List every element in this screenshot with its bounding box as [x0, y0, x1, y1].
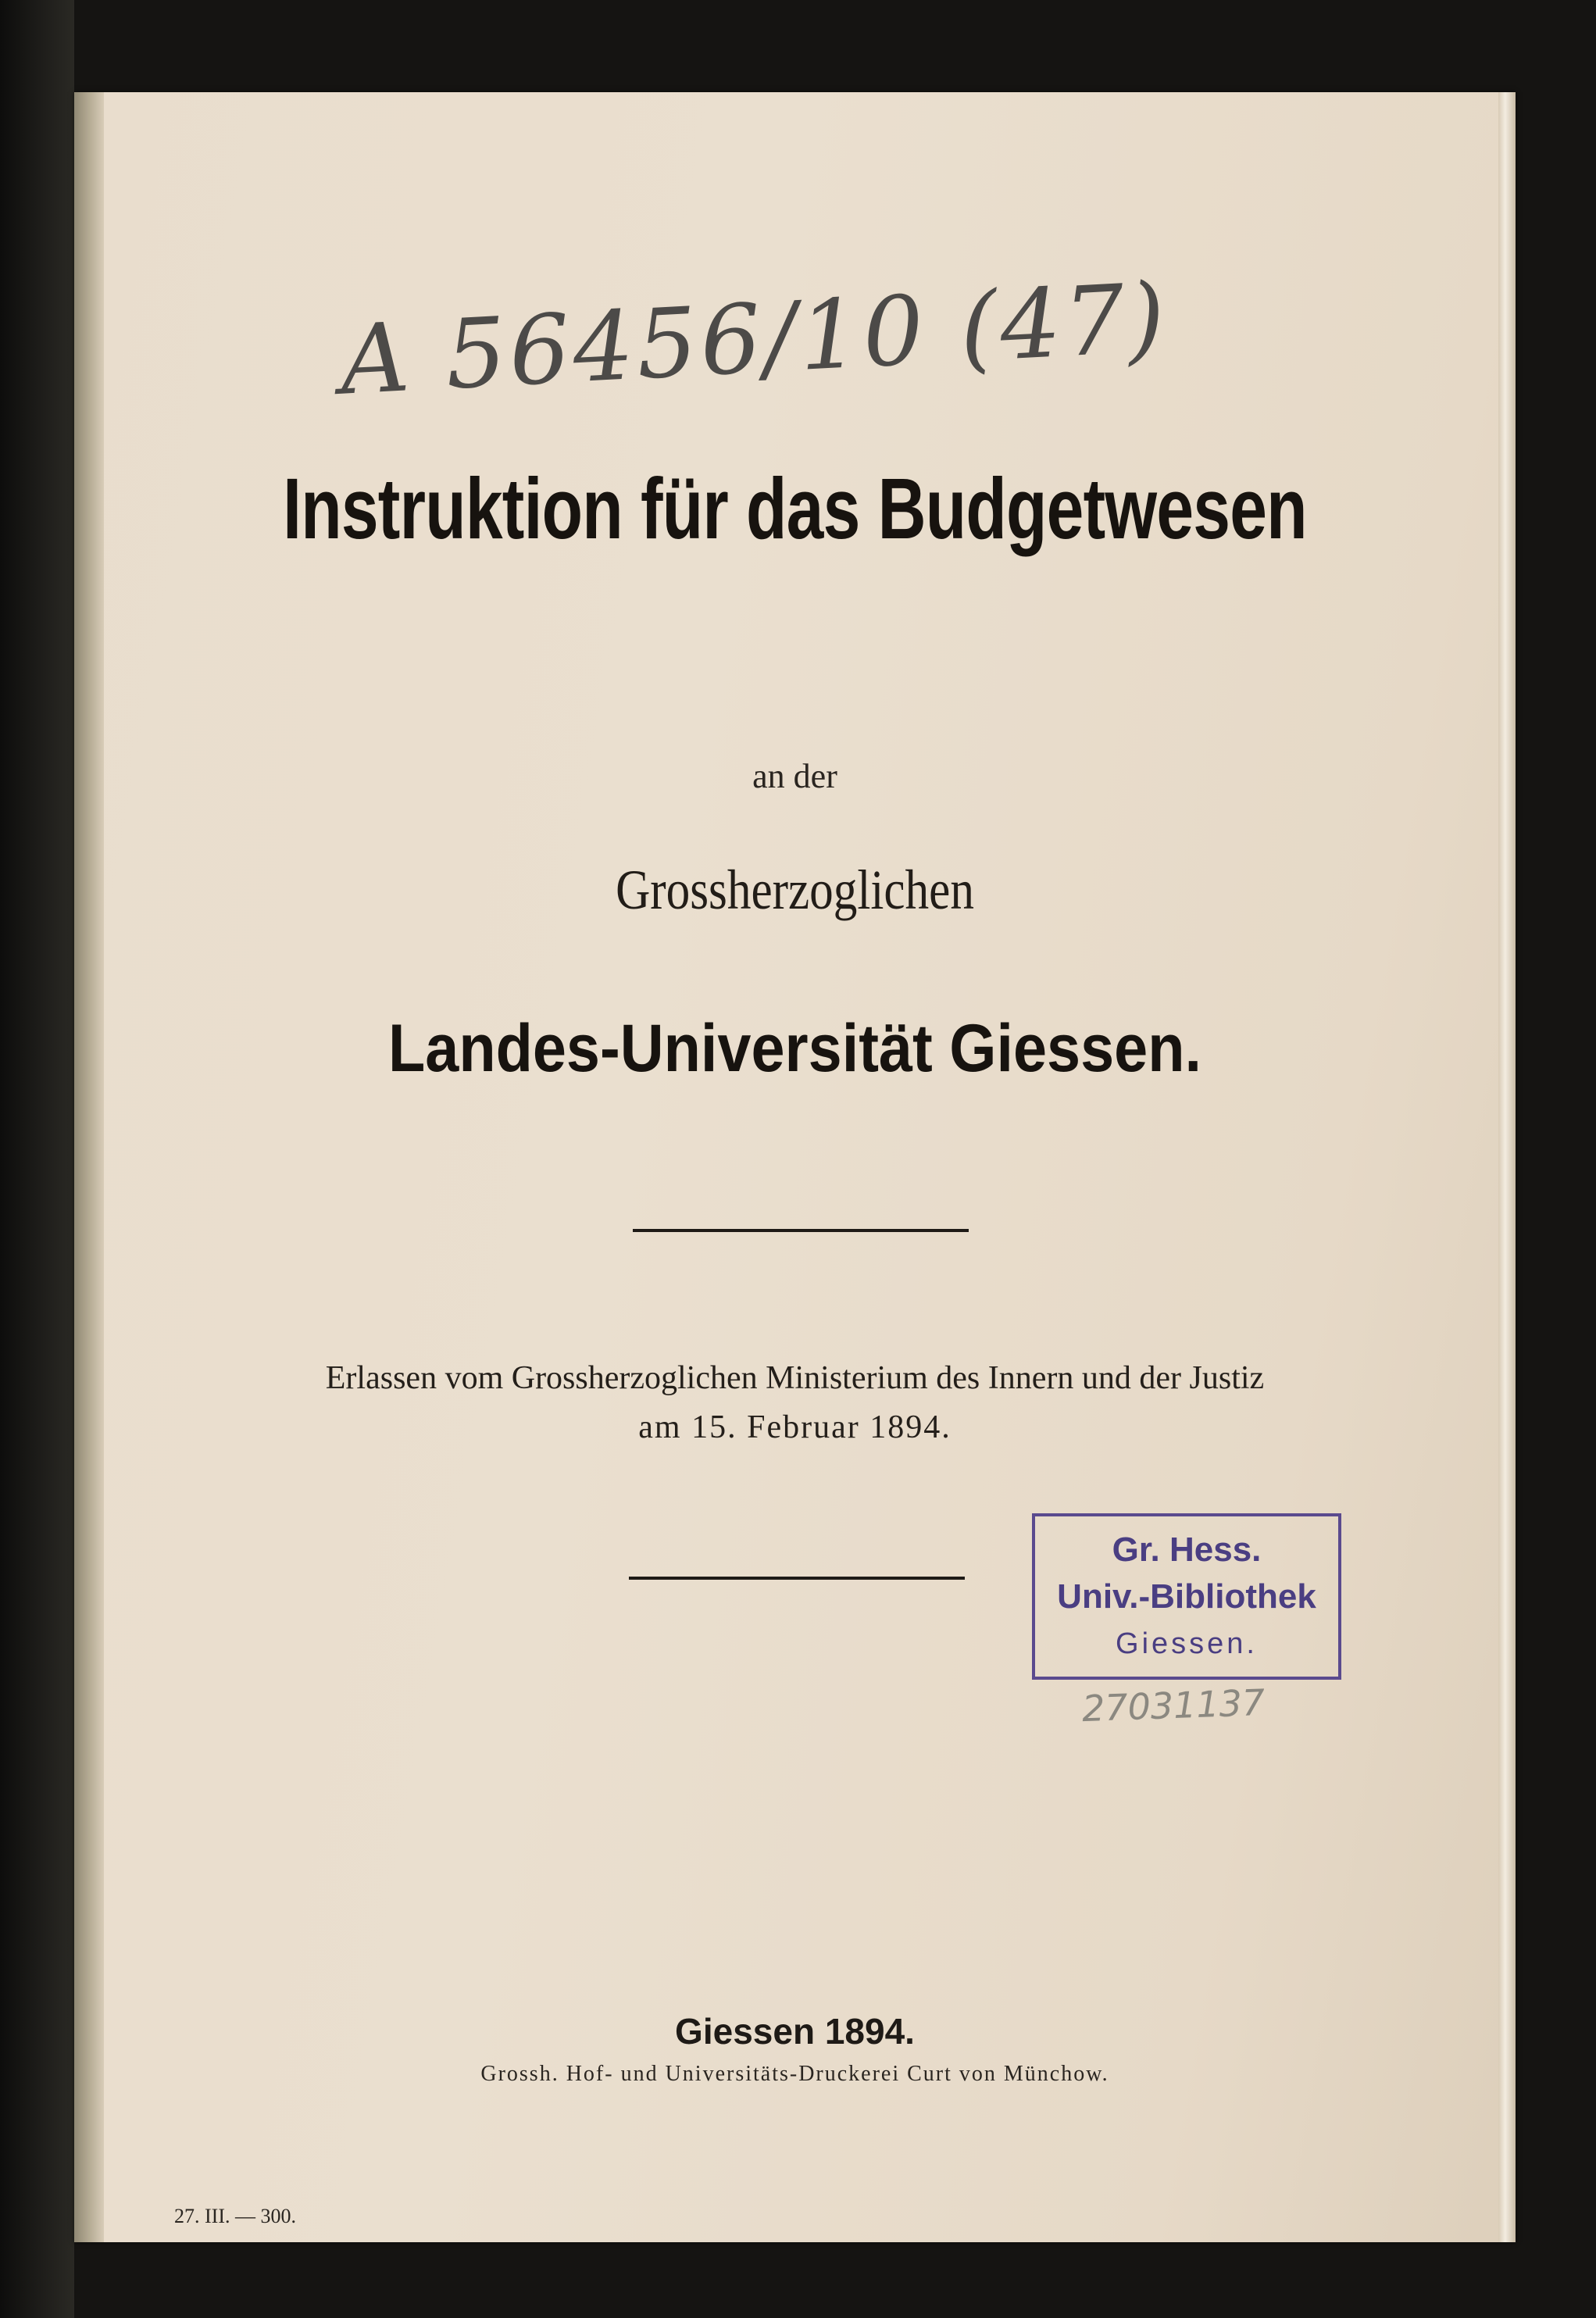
divider-rule: [629, 1577, 965, 1580]
page-right-edge: [1498, 92, 1516, 2242]
title-page: [74, 92, 1516, 2242]
shelfmark-text: A 56456/10 (47): [337, 262, 1171, 416]
decree-line: Erlassen vom Grossherzoglichen Ministerium des Innern und der Justiz: [325, 1360, 1265, 1396]
imprint-printer: Grossh. Hof- und Universitäts-Druckerei Curt von Münchow.: [480, 2062, 1109, 2086]
stamp-line: Univ.-Bibliothek: [1057, 1577, 1316, 1616]
print-code: 27. III. — 300.: [174, 2205, 296, 2227]
document-title: Instruktion für das Budgetwesen: [283, 461, 1307, 557]
accession-number: 27031137: [1081, 1680, 1266, 1730]
imprint-place-year: Giessen 1894.: [675, 2011, 915, 2052]
subtitle-an-der: an der: [752, 757, 837, 795]
book-spine: [0, 0, 74, 2318]
handwritten-shelfmark: [273, 209, 1171, 475]
page-left-edge: [74, 92, 104, 2242]
divider-rule: [633, 1229, 969, 1232]
library-stamp: [1032, 1513, 1341, 1680]
subtitle-grossherzoglichen: Grossherzoglichen: [616, 859, 974, 921]
decree-date: am 15. Februar 1894.: [638, 1409, 952, 1445]
stamp-line: Giessen.: [1116, 1627, 1258, 1660]
subtitle-university: Landes-Universität Giessen.: [388, 1011, 1201, 1086]
stamp-line: Gr. Hess.: [1112, 1530, 1262, 1569]
